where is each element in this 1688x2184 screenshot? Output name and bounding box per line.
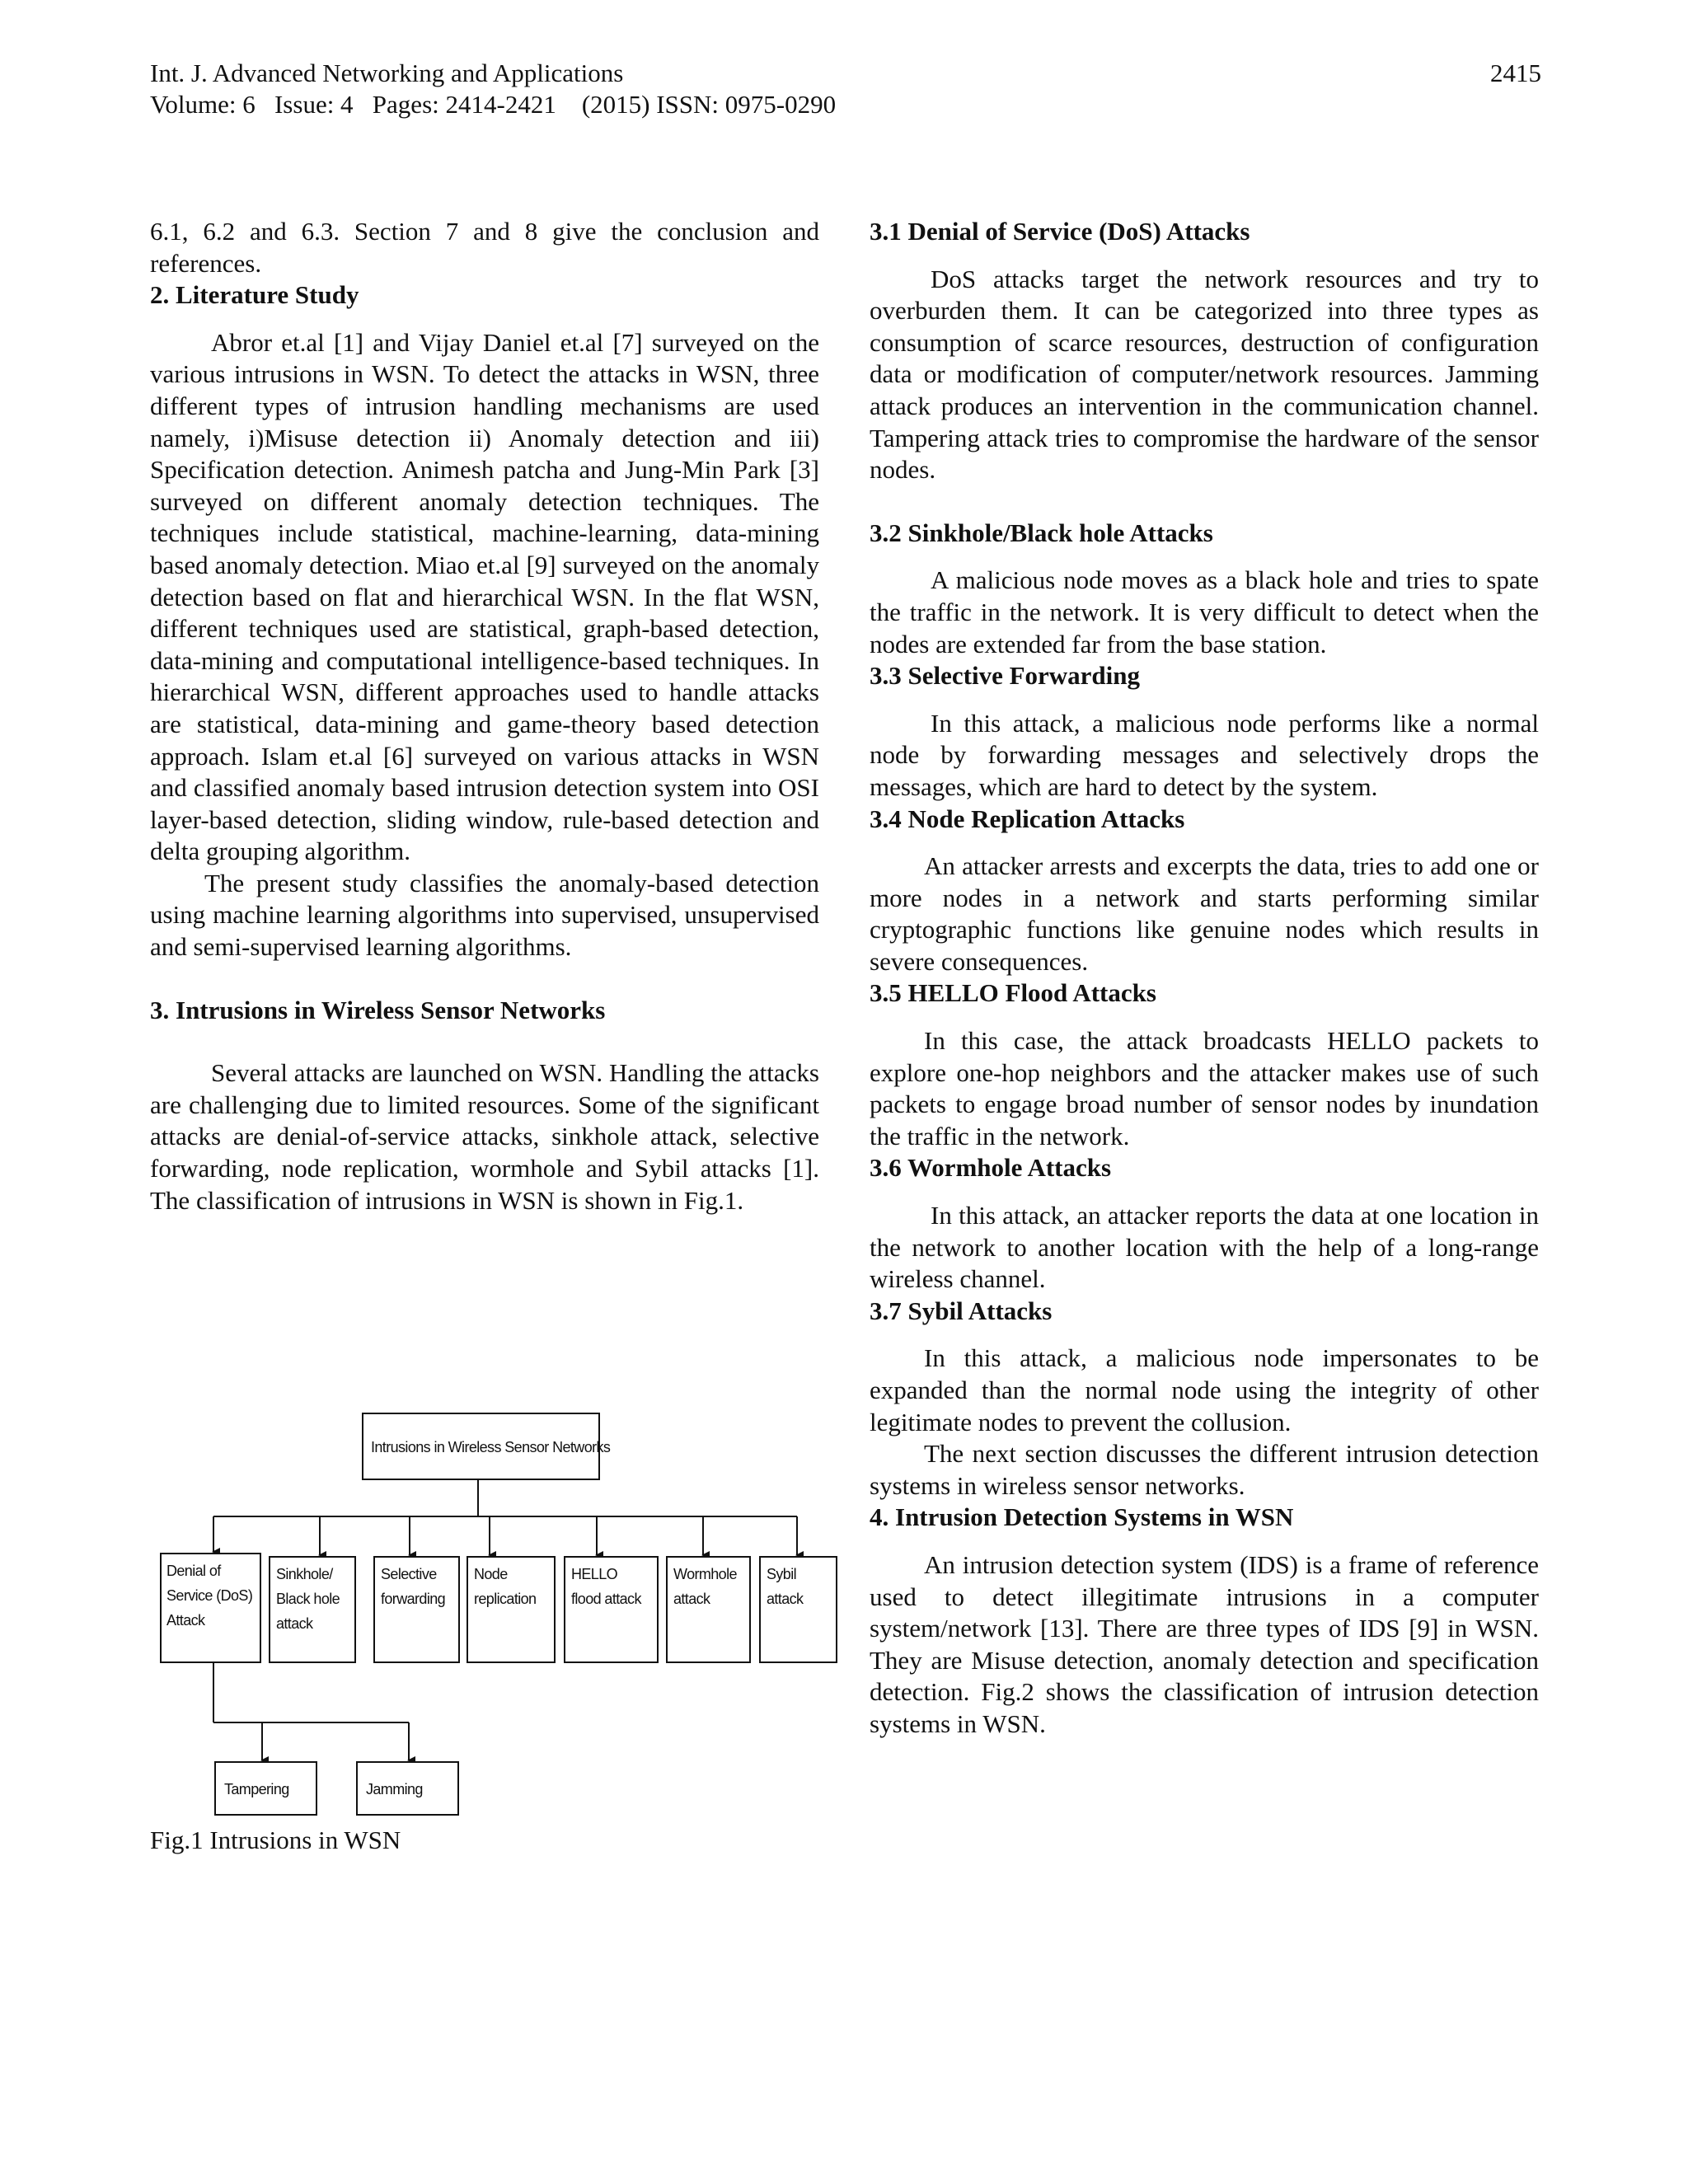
- section-3-7-text-2: The next section discusses the different intrusion detection systems in wireless sensor networks.: [870, 1439, 1539, 1500]
- section-3-2-heading: 3.2 Sinkhole/Black hole Attacks: [870, 518, 1213, 547]
- child-label-line: attack: [276, 1615, 313, 1632]
- section-2-paragraph-1: Abror et.al [1] and Vijay Daniel et.al [7] surveyed on the various intrusions in WSN. To detect the attacks in WSN, three different types of intrusion handling mechanisms are used namely, i)Misuse detection ii) Anomaly detection and iii) Specification detection. Animesh patcha and Jung-Min Park [3] surveyed on different anomaly detection techniques. The techniques include statistical, machine-learning, data-mining based anomaly detection. Miao et.al [9] surveyed on the anomaly detection based on flat and hierarchical WSN. In the flat WSN, different techniques used are statistical, graph-based detection, data-mining and computational intelligence-based techniques. In hierarchical WSN, different approaches used to handle attacks are statistical, data-mining and game-theory based detection approach. Islam et.al [6] surveyed on various attacks in WSN and classified anomaly based intrusion detection system into OSI layer-based detection, sliding window, rule-based detection and delta grouping algorithm.: [150, 327, 819, 866]
- child-label-line: Selective: [381, 1566, 437, 1582]
- section-3-5-heading: 3.5 HELLO Flood Attacks: [870, 978, 1156, 1008]
- child-label-line: replication: [474, 1591, 537, 1607]
- child-label-line: flood attack: [571, 1591, 641, 1607]
- section-2-paragraph-2: The present study classifies the anomaly-based detection using machine learning algorithms into supervised, unsupervised and semi-supervised learning algorithms.: [150, 868, 819, 962]
- journal-title: Int. J. Advanced Networking and Applications: [150, 59, 624, 87]
- child-label-line: forwarding: [381, 1591, 446, 1607]
- intro-paragraph: 6.1, 6.2 and 6.3. Section 7 and 8 give the conclusion and references.: [150, 217, 819, 278]
- section-3-4-text: An attacker arrests and excerpts the data, tries to add one or more nodes in a network and starts performing similar cryptographic functions like genuine nodes which results in severe consequences.: [870, 851, 1539, 976]
- child-label-line: attack: [673, 1591, 710, 1607]
- child-label-line: Node: [474, 1566, 508, 1582]
- root-label: Intrusions in Wireless Sensor Networks: [371, 1439, 611, 1455]
- section-3-1-text: DoS attacks target the network resources and try to overburden them. It can be categorized into three types as consumption of scarce resources, destruction of configuration data or modification of computer/network resources. Jamming attack produces an intervention in the communication channel. Tampering attack tries to compromise the hardware of the sensor nodes.: [870, 264, 1539, 485]
- child-label-line: Wormhole: [673, 1566, 737, 1582]
- section-3-paragraph: Several attacks are launched on WSN. Handling the attacks are challenging due to limited resources. Some of the significant attacks are denial-of-service attacks, sinkhole attack, selective forwarding, node replication, wormhole and Sybil attacks [1]. The classification of intrusions in WSN is shown in Fig.1.: [150, 1058, 819, 1215]
- child-label-line: Sinkhole/: [276, 1566, 333, 1582]
- child-label-line: HELLO: [571, 1566, 618, 1582]
- jamming-label: Jamming: [366, 1781, 423, 1797]
- section-3-3-text: In this attack, a malicious node performs like a normal node by forwarding messages and selectively drops the messages, which are hard to detect by the system.: [870, 708, 1539, 801]
- section-3-6-text: In this attack, an attacker reports the data at one location in the network to another location with the help of a long-range wireless channel.: [870, 1201, 1539, 1294]
- child-label-line: Attack: [166, 1612, 205, 1629]
- left-column: [150, 216, 819, 1216]
- page-header: [150, 58, 1541, 120]
- section-3-2-text: A malicious node moves as a black hole and tries to spate the traffic in the network. It is very difficult to detect when the nodes are extended far from the base station.: [870, 565, 1539, 658]
- section-4-text: An intrusion detection system (IDS) is a frame of reference used to detect illegitimate intrusions in a computer system/network [13]. There are three types of IDS [9] in WSN. They are Misuse detection, anomaly detection and specification detection. Fig.2 shows the classification of intrusion detection systems in WSN.: [870, 1549, 1539, 1738]
- section-3-7-heading: 3.7 Sybil Attacks: [870, 1296, 1053, 1325]
- tampering-label: Tampering: [224, 1781, 289, 1797]
- child-label-line: attack: [767, 1591, 804, 1607]
- child-label-line: Black hole: [276, 1591, 340, 1607]
- figure-1: [150, 1401, 842, 1821]
- section-3-heading: 3. Intrusions in Wireless Sensor Networks: [150, 995, 606, 1024]
- section-3-4-heading: 3.4 Node Replication Attacks: [870, 804, 1185, 833]
- section-4-heading: 4. Intrusion Detection Systems in WSN: [870, 1502, 1294, 1532]
- section-3-7-text: In this attack, a malicious node impersonates to be expanded than the normal node using the integrity of other legitimate nodes to prevent the collusion.: [870, 1343, 1539, 1436]
- volume-line: Volume: 6 Issue: 4 Pages: 2414-2421 (2015) ISSN: 0975-0290: [150, 90, 837, 119]
- child-label-line: Denial of: [166, 1563, 221, 1579]
- section-3-5-text: In this case, the attack broadcasts HELLO packets to explore one-hop neighbors and the attacker makes use of such packets to engage broad number of sensor nodes by inundation the traffic in the network.: [870, 1026, 1539, 1151]
- right-column: [870, 216, 1539, 1741]
- section-3-1-heading: 3.1 Denial of Service (DoS) Attacks: [870, 217, 1250, 246]
- section-3-6-heading: 3.6 Wormhole Attacks: [870, 1153, 1112, 1183]
- page-number: 2415: [1490, 59, 1541, 87]
- child-label-line: Service (DoS): [166, 1587, 253, 1604]
- section-2-heading: 2. Literature Study: [150, 280, 359, 310]
- child-label-line: Sybil: [767, 1566, 797, 1582]
- figure-caption: Fig.1 Intrusions in WSN: [150, 1825, 401, 1854]
- section-3-3-heading: 3.3 Selective Forwarding: [870, 661, 1141, 691]
- intrusions-diagram: [150, 1401, 842, 1821]
